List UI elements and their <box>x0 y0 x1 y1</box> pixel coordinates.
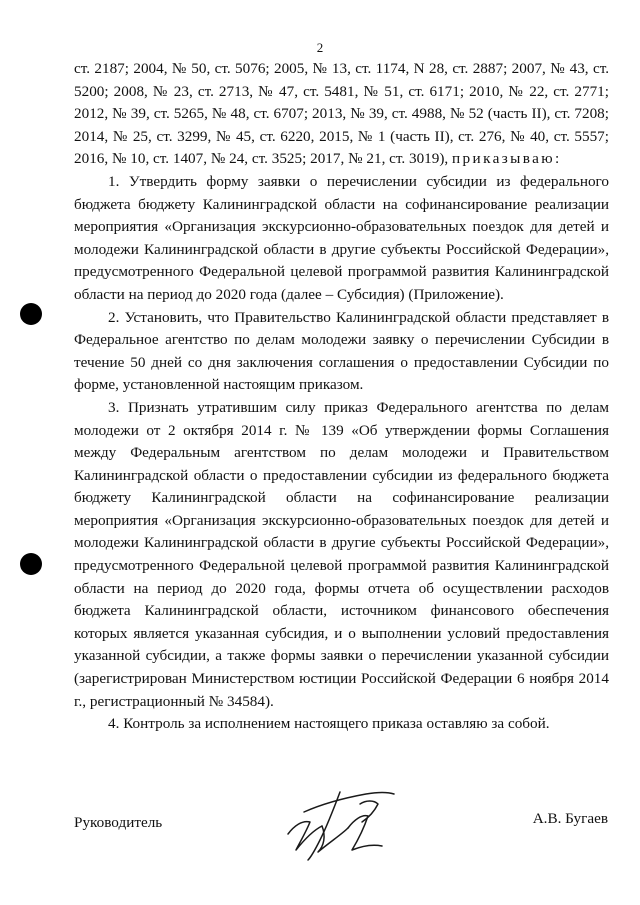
paragraph-legal-references <box>74 58 609 171</box>
signatory-title: Руководитель <box>74 814 163 831</box>
document-body <box>74 58 609 736</box>
paragraph-item-3: 3. Признать утратившим силу приказ Федерального агентства по делам молодежи от 2 октября 2014 г. № 139 «Об утверждении формы Соглашения между Федеральным агентством по делам молодежи и Правительством Калининградской области о предоставлении субсидии из федерального бюджета бюджету Калининградской области на софинансирование реализации мероприятия «Организация экскурсионно-образовательных поездок для детей и молодежи Калининградской области в другие субъекты Российской Федерации», предусмотренного Федеральной целевой программой развития Калининградской области на период до 2020 года, формы отчета об осуществлении расходов бюджета Калининградской области, источником финансового обеспечения которых является указанная субсидия, и о выполнении условий предоставления указанной субсидии, а также формы заявки о перечислении указанной субсидии (зарегистрирован Министерством юстиции Российской Федерации 6 ноября 2014 г., регистрационный № 34584). <box>74 398 609 710</box>
legal-references-text: ст. 2187; 2004, № 50, ст. 5076; 2005, № 13, ст. 1174, N 28, ст. 2887; 2007, № 43, ст. 5200; 2008, № 23, ст. 2713, № 47, ст. 5481, № 51, ст. 6171; 2010, № 22, ст. 2771; 2012, № 39, ст. 5265, № 48, ст. 6707; 2013, № 39, ст. 4988, № 52 (часть II), ст. 7208; 2014, № 25, ст. 3299, № 45, ст. 6220, 2015, № 1 (часть II), ст. 276, № 40, ст. 5557; 2016, № 10, ст. 1407, № 24, ст. 3525; 2017, № 21, ст. 3019), <box>74 60 609 168</box>
signatory-name: А.В. Бугаев <box>532 810 608 827</box>
paragraph-item-2: 2. Установить, что Правительство Калининградской области представляет в Федеральное агентство по делам молодежи заявку о перечислении Субсидии в течение 50 дней со дня заключения соглашения о предоставлении Субсидии по форме, установленной настоящим приказом. <box>74 308 609 394</box>
paragraph-item-4: 4. Контроль за исполнением настоящего приказа оставляю за собой. <box>108 715 550 733</box>
order-keyword: приказываю: <box>452 150 562 168</box>
handwritten-signature <box>282 786 402 862</box>
punch-hole-lower <box>20 553 42 575</box>
page-number: 2 <box>316 40 324 55</box>
paragraph-item-1: 1. Утвердить форму заявки о перечислении субсидии из федерального бюджета бюджету Калининградской области на софинансирование реализации мероприятия «Организация экскурсионно-образовательных поездок для детей и молодежи Калининградской области в другие субъекты Российской Федерации», предусмотренного Федеральной целевой программой развития Калининградской области на период до 2020 года (далее – Субсидия) (Приложение). <box>74 172 609 303</box>
punch-hole-upper <box>20 303 42 325</box>
